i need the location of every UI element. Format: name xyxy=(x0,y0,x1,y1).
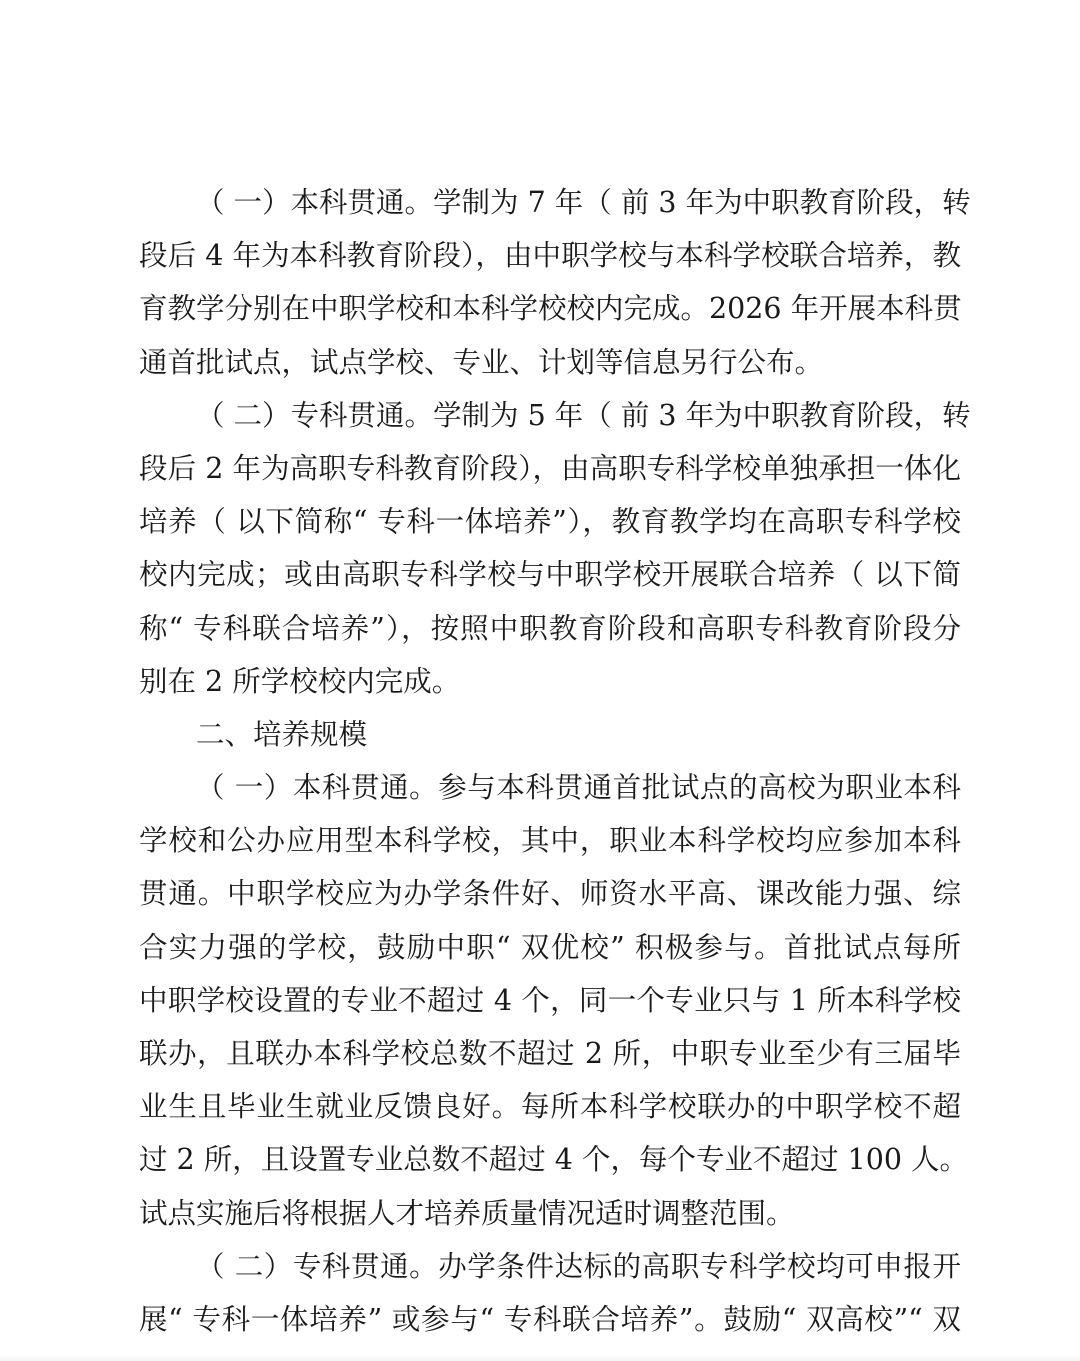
paragraph-undergrad-program-line-4: 通首批试点，试点学校、专业、计划等信息另行公布。 xyxy=(139,345,824,379)
paragraph-junior-college-scale-line-2: 展“ 专科一体培养” 或参与“ 专科联合培养”。鼓励“ 双高校”“ 双 xyxy=(139,1302,961,1336)
paragraph-undergrad-scale-line-8: 过 2 所，且设置专业总数不超过 4 个，每个专业不超过 100 人。 xyxy=(139,1143,969,1177)
paragraph-undergrad-scale-line-2: 学校和公办应用型本科学校，其中，职业本科学校均应参加本科 xyxy=(139,824,961,858)
section-heading-training-scale: 二、培养规模 xyxy=(196,717,368,751)
paragraph-junior-college-program-line-1: （ 二）专科贯通。学制为 5 年（ 前 3 年为中职教育阶段，转 xyxy=(196,398,971,432)
page-bottom-edge xyxy=(0,1355,1080,1361)
paragraph-undergrad-scale-line-6: 联办，且联办本科学校总数不超过 2 所，中职专业至少有三届毕 xyxy=(139,1037,961,1070)
paragraph-junior-college-program-line-2: 段后 2 年为高职专科教育阶段），由高职专科学校单独承担一体化 xyxy=(139,451,961,485)
paragraph-undergrad-scale-line-7: 业生且毕业生就业反馈良好。每所本科学校联办的中职学校不超 xyxy=(139,1090,961,1124)
paragraph-undergrad-scale-line-3: 贯通。中职学校应为办学条件好、师资水平高、课改能力强、综 xyxy=(139,877,961,911)
paragraph-undergrad-scale-line-9: 试点实施后将根据人才培养质量情况适时调整范围。 xyxy=(139,1196,795,1230)
paragraph-undergrad-program-line-2: 段后 4 年为本科教育阶段），由中职学校与本科学校联合培养，教 xyxy=(139,239,961,273)
paragraph-undergrad-scale-line-5: 中职学校设置的专业不超过 4 个，同一个专业只与 1 所本科学校 xyxy=(139,983,961,1017)
paragraph-junior-college-program-line-6: 别在 2 所学校校内完成。 xyxy=(139,664,461,698)
paragraph-undergrad-program-line-3: 育教学分别在中职学校和本科学校校内完成。2026 年开展本科贯 xyxy=(139,292,962,326)
document-body xyxy=(139,176,971,1346)
paragraph-undergrad-program-line-1: （ 一）本科贯通。学制为 7 年（ 前 3 年为中职教育阶段，转 xyxy=(196,186,971,219)
paragraph-undergrad-scale-line-4: 合实力强的学校，鼓励中职“ 双优校” 积极参与。首批试点每所 xyxy=(139,930,961,964)
paragraph-junior-college-program-line-5: 称“ 专科联合培养”），按照中职教育阶段和高职专科教育阶段分 xyxy=(139,611,961,645)
paragraph-undergrad-scale-line-1: （ 一）本科贯通。参与本科贯通首批试点的高校为职业本科 xyxy=(196,771,961,805)
paragraph-junior-college-program-line-4: 校内完成；或由高职专科学校与中职学校开展联合培养（ 以下简 xyxy=(139,558,961,592)
paragraph-junior-college-program-line-3: 培养（ 以下简称“ 专科一体培养”），教育教学均在高职专科学校 xyxy=(139,505,961,539)
paragraph-junior-college-scale-line-1: （ 二）专科贯通。办学条件达标的高职专科学校均可申报开 xyxy=(196,1249,961,1283)
